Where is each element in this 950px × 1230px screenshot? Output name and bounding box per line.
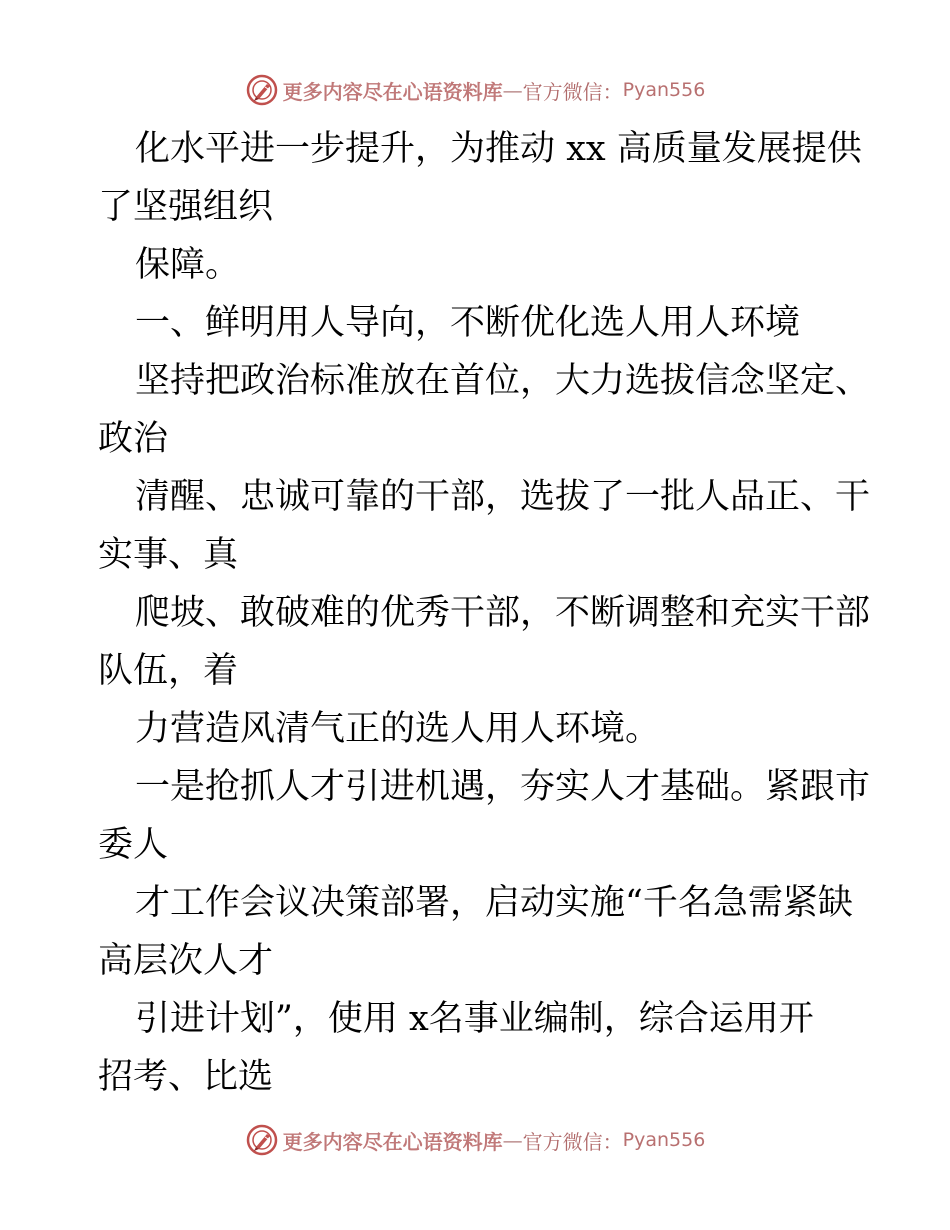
banner-separator: — [502, 1128, 523, 1152]
text-line: 了坚强组织 [98, 187, 274, 227]
text-line: 一、鲜明用人导向，不断优化选人用人环境 [135, 303, 801, 343]
text-line: 力营造风清气正的选人用人环境。 [135, 709, 661, 749]
text-line: 委人 [98, 825, 169, 865]
text-line: 引进计划”，使用 x名事业编制，综合运用开 [135, 999, 814, 1039]
text-line: 坚持把政治标准放在首位，大力选拔信念坚定、 [135, 361, 871, 401]
pen-nib-logo-icon [245, 73, 279, 107]
text-line: 实事、真 [98, 535, 239, 575]
banner-separator: — [502, 78, 523, 102]
text-line: 化水平进一步提升，为推动 xx 高质量发展提供 [135, 129, 862, 169]
banner-wechat-label: 官方微信： [522, 79, 623, 104]
pen-nib-logo-icon [245, 1123, 279, 1157]
text-line: 队伍，着 [98, 651, 239, 691]
text-line: 才工作会议决策部署，启动实施“千名急需紧缺 [135, 883, 853, 923]
banner-wechat-id: Pyan556 [622, 79, 706, 101]
text-line: 高层次人才 [98, 941, 274, 981]
footer-banner [0, 1120, 950, 1160]
banner-main-text: 更多内容尽在心语资料库 [282, 1129, 503, 1154]
text-line: 清醒、忠诚可靠的干部，选拔了一批人品正、干 [135, 477, 871, 517]
text-line: 政治 [98, 419, 169, 459]
text-line: 保障。 [135, 245, 241, 285]
text-line: 爬坡、敢破难的优秀干部，不断调整和充实干部 [135, 593, 871, 633]
text-line: 一是抢抓人才引进机遇，夯实人才基础。紧跟市 [135, 767, 871, 807]
banner-wechat-label: 官方微信： [522, 1129, 623, 1154]
banner-wechat-id: Pyan556 [622, 1129, 706, 1151]
document-body [98, 120, 888, 1106]
banner-main-text: 更多内容尽在心语资料库 [282, 79, 503, 104]
text-line: 招考、比选 [98, 1057, 274, 1097]
header-banner [0, 70, 950, 110]
